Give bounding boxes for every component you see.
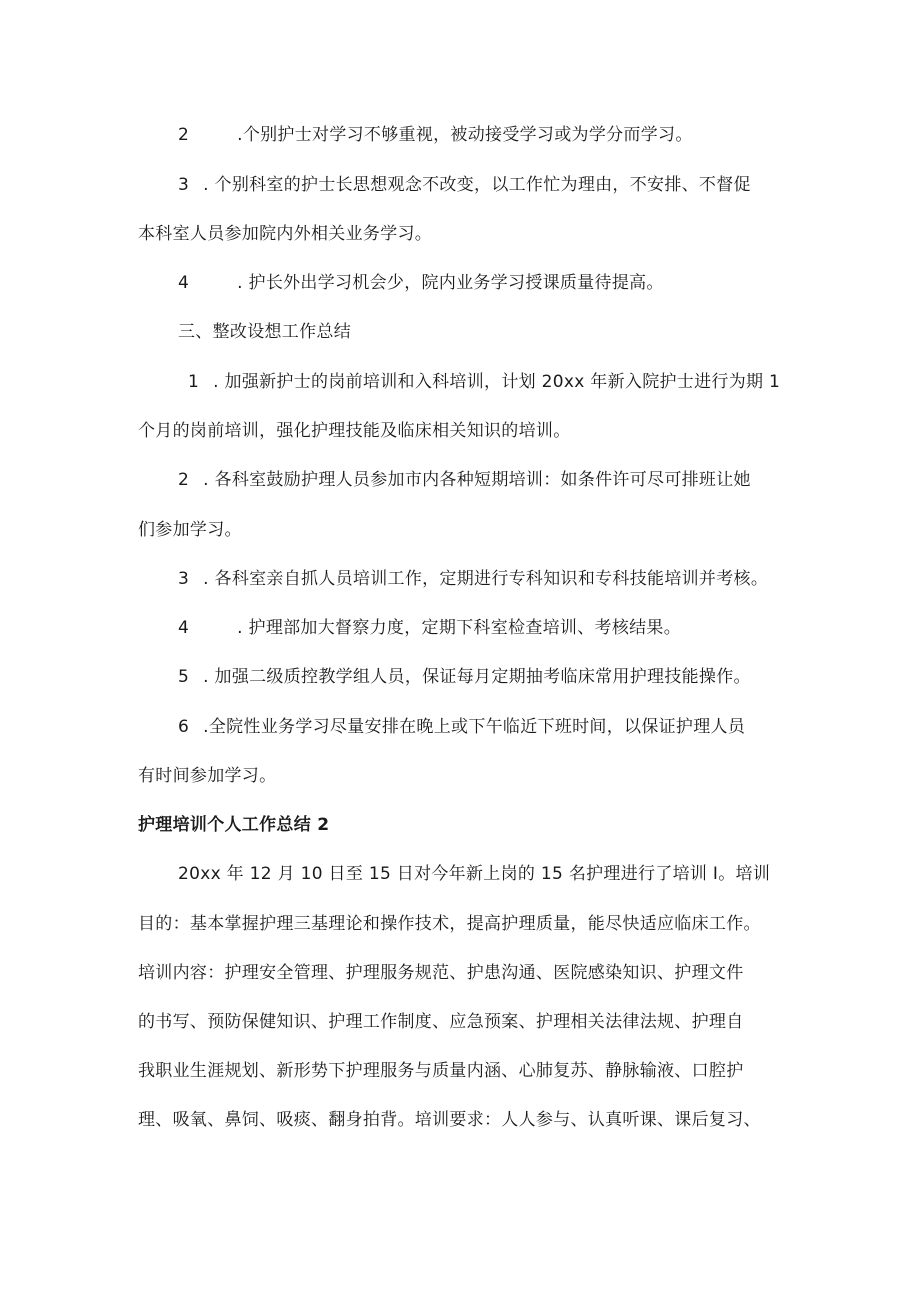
- list-item: [178, 715, 798, 739]
- paragraph-line: 目的：基本掌握护理三基理论和操作技术，提高护理质量，能尽快适应临床工作。: [138, 914, 761, 934]
- item-number: 3: [178, 569, 190, 589]
- paragraph-line: 理、吸氧、鼻饲、吸痰、翻身拍背。培训要求：人人参与、认真听课、课后复习、: [138, 1110, 761, 1130]
- paragraph-line: 的书写、预防保健知识、护理工作制度、应急预案、护理相关法律法规、护理自: [138, 1012, 744, 1032]
- paragraph-line: 培训内容：护理安全管理、护理服务规范、护患沟通、医院感染知识、护理文件: [138, 963, 744, 983]
- list-item: [188, 370, 808, 394]
- list-item: [178, 468, 798, 492]
- item-number: 4: [178, 273, 190, 293]
- item-number: 5: [178, 667, 190, 687]
- list-item: [178, 616, 798, 640]
- list-item: [178, 123, 798, 147]
- item-text: . 各科室鼓励护理人员参加市内各种短期培训：如条件许可尽可排班让她: [203, 470, 751, 490]
- item-text: .个别护士对学习不够重视，被动接受学习或为学分而学习。: [237, 125, 693, 145]
- paragraph-line: 有时间参加学习。: [138, 766, 277, 786]
- list-item: [178, 271, 798, 295]
- item-text: . 加强新护士的岗前培训和入科培训，计划 20xx 年新入院护士进行为期 1: [213, 372, 781, 392]
- item-number: 4: [178, 618, 190, 638]
- document-title: 护理培训个人工作总结 2: [138, 815, 330, 835]
- item-number: 3: [178, 175, 190, 195]
- item-number: 2: [178, 470, 190, 490]
- list-item: [178, 173, 798, 197]
- item-text: . 各科室亲自抓人员培训工作，定期进行专科知识和专科技能培训并考核。: [203, 569, 769, 589]
- item-text: . 加强二级质控教学组人员，保证每月定期抽考临床常用护理技能操作。: [203, 667, 751, 687]
- item-text: . 护长外出学习机会少，院内业务学习授课质量待提高。: [237, 273, 664, 293]
- paragraph-line: 们参加学习。: [138, 520, 242, 540]
- list-item: [178, 567, 798, 591]
- item-number: 2: [178, 125, 190, 145]
- item-number: 1: [188, 372, 200, 392]
- item-text: . 护理部加大督察力度，定期下科室检查培训、考核结果。: [237, 618, 682, 638]
- item-text: . 个别科室的护士长思想观念不改变，以工作忙为理由，不安排、不督促: [203, 175, 751, 195]
- paragraph-line: 我职业生涯规划、新形势下护理服务与质量内涵、心肺复苏、静脉输液、口腔护: [138, 1061, 744, 1081]
- paragraph-line: 本科室人员参加院内外相关业务学习。: [138, 224, 433, 244]
- paragraph-line: 个月的岗前培训，强化护理技能及临床相关知识的培训。: [138, 421, 571, 441]
- list-item: [178, 665, 798, 689]
- section-heading: 三、整改设想工作总结: [178, 322, 351, 342]
- paragraph-line: 20xx 年 12 月 10 日至 15 日对今年新上岗的 15 名护理进行了培训 I。培训: [178, 864, 771, 884]
- item-number: 6: [178, 717, 190, 737]
- item-text: .全院性业务学习尽量安排在晚上或下午临近下班时间，以保证护理人员: [203, 717, 746, 737]
